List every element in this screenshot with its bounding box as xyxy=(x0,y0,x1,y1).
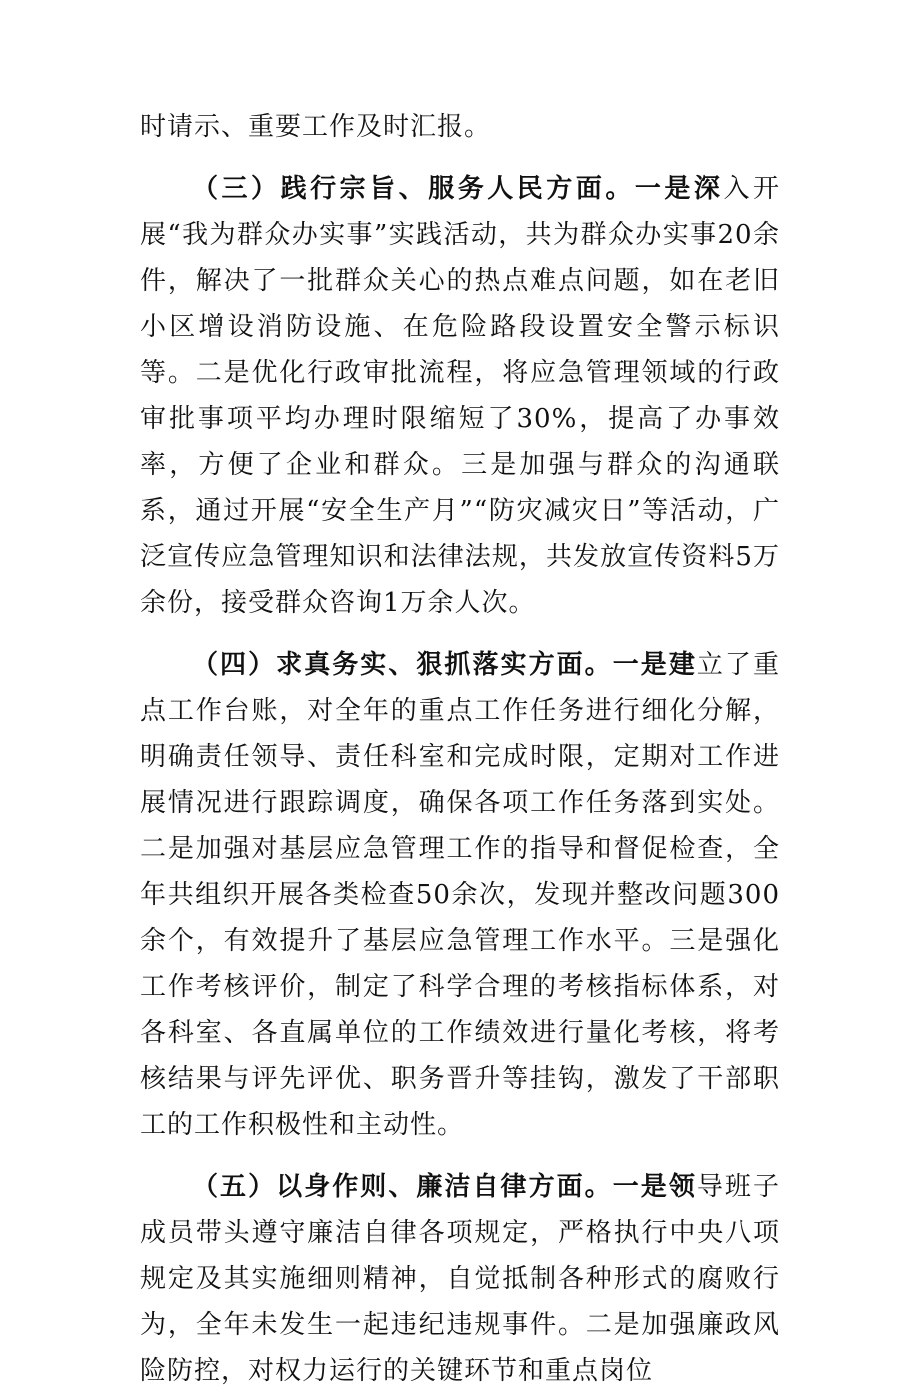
paragraph-body: 导班子成员带头遵守廉洁自律各项规定，严格执行中央八项规定及其实施细则精神，自觉抵制各种形式的腐败行为，全年未发生一起违纪违规事件。二是加强廉政风险防控，对权力运行的关键环节和重点岗位 xyxy=(140,1172,780,1386)
section-heading: （四）求真务实、狠抓落实方面。一是建 xyxy=(192,650,697,680)
paragraph-section-5 xyxy=(140,1164,780,1394)
section-heading: （五）以身作则、廉洁自律方面。一是领 xyxy=(192,1172,697,1202)
paragraph-body: 入开展“我为群众办实事”实践活动，共为群众办实事20余件，解决了一批群众关心的热点难点问题，如在老旧小区增设消防设施、在危险路段设置安全警示标识等。二是优化行政审批流程，将应急管理领域的行政审批事项平均办理时限缩短了30%，提高了办事效率，方便了企业和群众。三是加强与群众的沟通联系，通过开展“安全生产月”“防灾减灾日”等活动，广泛宣传应急管理知识和法律法规，共发放宣传资料5万余份，接受群众咨询1万余人次。 xyxy=(140,174,780,618)
paragraph-body: 时请示、重要工作及时汇报。 xyxy=(140,112,492,142)
paragraph-body: 立了重点工作台账，对全年的重点工作任务进行细化分解，明确责任领导、责任科室和完成时限，定期对工作进展情况进行跟踪调度，确保各项工作任务落到实处。二是加强对基层应急管理工作的指导和督促检查，全年共组织开展各类检查50余次，发现并整改问题300余个，有效提升了基层应急管理工作水平。三是强化工作考核评价，制定了科学合理的考核指标体系，对各科室、各直属单位的工作绩效进行量化考核，将考核结果与评先评优、职务晋升等挂钩，激发了干部职工的工作积极性和主动性。 xyxy=(140,650,780,1140)
paragraph-continuation xyxy=(140,104,780,150)
section-heading: （三）践行宗旨、服务人民方面。一是深 xyxy=(192,174,724,204)
paragraph-section-4 xyxy=(140,642,780,1148)
paragraph-section-3 xyxy=(140,166,780,626)
